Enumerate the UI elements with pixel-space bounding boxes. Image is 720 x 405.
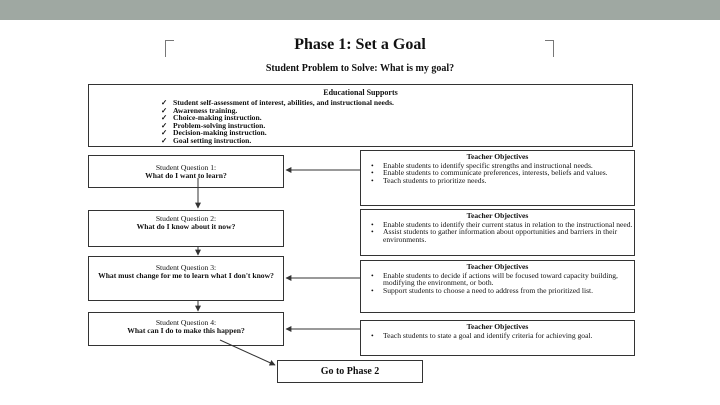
check-icon: ✓: [161, 120, 168, 130]
objective-item: • Teach students to prioritize needs.: [383, 177, 634, 185]
supports-item-text: Choice-making instruction.: [173, 113, 262, 123]
supports-item-text: Goal setting instruction.: [173, 135, 252, 145]
check-icon: ✓: [161, 135, 168, 145]
supports-item-text: Decision-making instruction.: [173, 128, 267, 138]
question-label: Student Question 2:: [155, 214, 217, 223]
check-icon: ✓: [161, 98, 168, 107]
objective-item: • Teach students to state a goal and identify criteria for achieving goal.: [383, 332, 634, 340]
question-label: Student Question 3:: [155, 263, 217, 272]
student-problem: Student Problem to Solve: What is my goal?: [265, 63, 455, 74]
supports-item-text: Awareness training.: [173, 105, 238, 115]
objective-item: • Enable students to decide if actions will be focused toward capacity building, modifying the environment, or both.: [383, 272, 634, 287]
objective-item: • Support students to choose a need to address from the prioritized list.: [383, 287, 634, 295]
objectives-heading: Teacher Objectives: [466, 262, 529, 271]
objective-item: • Assist students to gather information about opportunities and barriers in their environments.: [383, 228, 634, 243]
supports-heading: Educational Supports: [323, 88, 398, 97]
check-icon: ✓: [161, 128, 168, 138]
supports-item-text: Problem-solving instruction.: [173, 120, 266, 130]
question-text: What can I do to make this happen?: [127, 326, 245, 335]
question-text: What do I know about it now?: [136, 222, 236, 231]
objectives-heading: Teacher Objectives: [466, 322, 529, 331]
objective-item: • Enable students to identify specific strengths and instructional needs.: [383, 162, 634, 170]
go-to-phase-2-box: Go to Phase 2: [277, 360, 423, 383]
check-icon: ✓: [161, 105, 168, 115]
supports-item-text: Student self-assessment of interest, abilities, and instructional needs.: [173, 98, 394, 107]
question-label: Student Question 1:: [155, 163, 217, 172]
objectives-heading: Teacher Objectives: [466, 211, 529, 220]
objective-item: • Enable students to identify their current status in relation to the instructional need.: [383, 221, 634, 229]
objectives-heading: Teacher Objectives: [466, 152, 529, 161]
question-text: What must change for me to learn what I don't know?: [98, 271, 274, 280]
arrow-q4-to-go-to-phase-2: [220, 340, 275, 365]
objective-item: • Enable students to communicate preferences, interests, beliefs and values.: [383, 169, 634, 177]
question-label: Student Question 4:: [155, 318, 217, 327]
page-title: Phase 1: Set a Goal: [294, 36, 426, 53]
check-icon: ✓: [161, 113, 168, 123]
question-text: What do I want to learn?: [145, 171, 227, 180]
